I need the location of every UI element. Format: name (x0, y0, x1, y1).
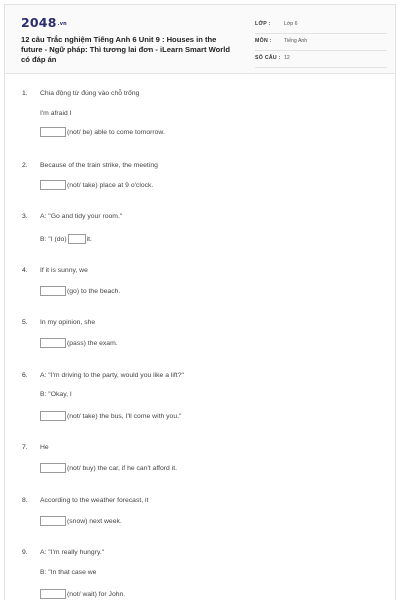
site-logo[interactable]: 2048.vn (21, 15, 67, 30)
question-text: He (40, 444, 49, 451)
answer-input[interactable] (68, 234, 86, 244)
answer-input[interactable] (40, 463, 66, 473)
answer-hint: (not/ take) the bus, I'll come with you." (67, 412, 182, 420)
question-text: B: "In that case we (40, 569, 97, 576)
question-text: If it is sunny, we (40, 267, 88, 274)
answer-hint: it. (86, 235, 92, 243)
answer-input[interactable] (40, 411, 66, 421)
answer-input[interactable] (40, 286, 66, 296)
answer-line (40, 589, 125, 599)
worksheet-meta (255, 17, 387, 68)
meta-row-class (255, 17, 387, 34)
question-text: Because of the train strike, the meeting (40, 162, 158, 169)
answer-input[interactable] (40, 516, 66, 526)
answer-input[interactable] (40, 589, 66, 599)
meta-row-count (255, 51, 387, 68)
worksheet-page (4, 4, 396, 600)
answer-line (40, 463, 177, 473)
meta-label: MÔN : (255, 38, 272, 44)
worksheet-header (5, 5, 395, 74)
meta-value: Lớp 6 (284, 21, 298, 27)
answer-hint: (pass) the exam. (67, 339, 118, 347)
meta-row-subject (255, 34, 387, 51)
question-number: 4. (22, 267, 28, 274)
answer-hint: (not/ buy) the car, if he can't afford it. (67, 464, 177, 472)
question-text: Chia động từ đúng vào chỗ trống (40, 90, 140, 97)
answer-prefix: B: "I (do) (40, 235, 67, 243)
answer-line (40, 516, 122, 526)
answer-hint: (snow) next week. (67, 517, 122, 525)
question-number: 9. (22, 549, 28, 556)
meta-label: SỐ CÂU : (255, 55, 281, 61)
question-number: 6. (22, 372, 28, 379)
answer-hint: (not/ wait) for John. (67, 590, 126, 598)
meta-value: 12 (284, 55, 290, 61)
question-number: 2. (22, 162, 28, 169)
answer-input[interactable] (40, 180, 66, 190)
answer-line (40, 411, 181, 421)
meta-label: LỚP : (255, 21, 271, 27)
question-text: A: "Go and tidy your room." (40, 213, 123, 220)
meta-value: Tiếng Anh (284, 38, 308, 44)
question-text: In my opinion, she (40, 319, 96, 326)
answer-input[interactable] (40, 338, 66, 348)
answer-line (40, 338, 118, 348)
question-number: 3. (22, 213, 28, 220)
answer-line (40, 286, 120, 296)
answer-hint: (not/ be) able to come tomorrow. (67, 128, 165, 136)
page-title: 12 câu Trắc nghiệm Tiếng Anh 6 Unit 9 : Houses in the future - Ngữ pháp: Thì tương lai đơn - iLearn Smart World có đáp án (21, 35, 230, 64)
question-text: A: "I'm really hungry." (40, 549, 105, 556)
answer-line (40, 180, 153, 190)
question-text: B: "Okay, I (40, 391, 72, 398)
question-text: According to the weather forecast, it (40, 497, 149, 504)
question-text: A: "I'm driving to the party, would you like a lift?" (40, 372, 184, 379)
question-number: 7. (22, 444, 28, 451)
question-text: I'm afraid I (40, 110, 72, 117)
answer-hint: (go) to the beach. (67, 287, 121, 295)
answer-hint: (not/ take) place at 9 o'clock. (67, 181, 154, 189)
question-number: 8. (22, 497, 28, 504)
answer-line (40, 234, 92, 244)
answer-input[interactable] (40, 127, 66, 137)
question-number: 5. (22, 319, 28, 326)
question-number: 1. (22, 90, 28, 97)
answer-line (40, 127, 165, 137)
